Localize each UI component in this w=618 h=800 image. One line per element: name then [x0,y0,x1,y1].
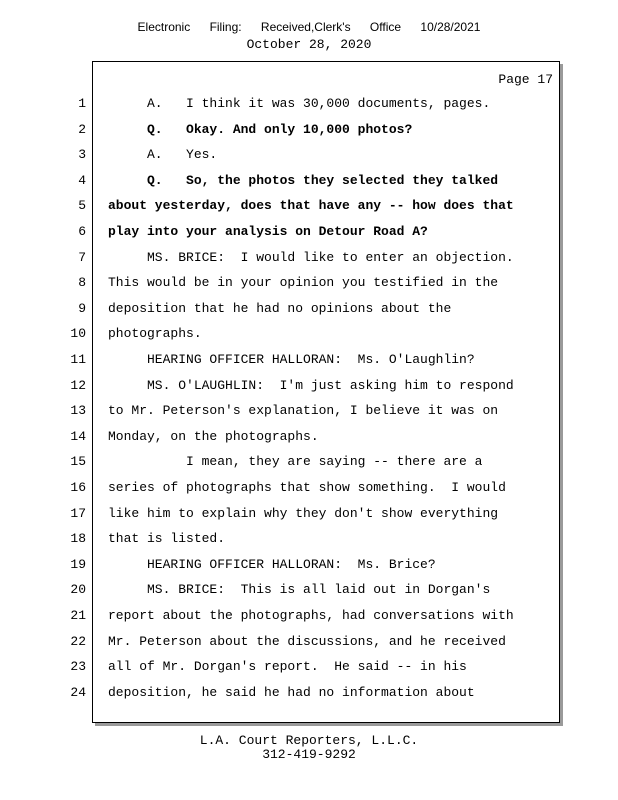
transcript-line: Q. So, the photos they selected they talked [108,172,499,188]
transcript-line: photographs. [108,326,202,342]
line-number: 5 [78,198,86,214]
transcript-line: Q. Okay. And only 10,000 photos? [108,121,413,137]
line-number: 2 [78,121,86,137]
transcript-line: like him to explain why they don't show everything [108,505,499,521]
line-number: 6 [78,224,86,239]
line-number: 9 [78,300,86,316]
transcript-line: about yesterday, does that have any -- how does that [108,198,514,214]
filing-stamp [0,20,618,34]
page-number: Page 17 [498,72,553,87]
line-number: 21 [70,608,86,623]
transcript-line: Monday, on the photographs. [108,428,319,444]
transcript-line: A. I think it was 30,000 documents, pages. [108,96,491,111]
footer-phone: 312-419-9292 [262,747,356,762]
line-number: 23 [70,659,86,675]
line-number: 12 [70,377,86,393]
transcript-line: deposition that he had no opinions about the [108,300,452,316]
transcript-line: A. Yes. [108,147,218,163]
line-number: 1 [78,96,86,111]
line-number: 22 [70,633,86,649]
line-number: 3 [78,147,86,163]
transcript-line: HEARING OFFICER HALLORAN: Ms. Brice? [108,556,436,572]
line-number: 10 [70,326,86,342]
stamp-filing: Filing: [209,20,242,34]
line-number: 16 [70,480,86,495]
transcript-line: MS. BRICE: This is all laid out in Dorgan's [108,582,491,598]
line-number: 17 [70,505,86,521]
stamp-office: Office [369,20,402,34]
line-number: 19 [70,556,86,572]
line-number: 13 [70,403,86,419]
stamp-received: Received,Clerk's [260,20,351,34]
transcript-date: October 28, 2020 [246,37,372,52]
footer-company: L.A. Court Reporters, L.L.C. [199,733,419,748]
transcript-line: report about the photographs, had conversations with [108,608,514,623]
transcript-line: deposition, he said he had no information about [108,684,475,700]
line-number: 15 [70,454,86,470]
line-number: 8 [78,275,86,291]
stamp-electronic: Electronic [137,20,191,34]
line-number: 24 [70,684,86,700]
line-number: 11 [70,352,86,367]
transcript-line: to Mr. Peterson's explanation, I believe it was on [108,403,499,419]
transcript-line: MS. BRICE: I would like to enter an objection. [108,249,514,265]
line-number: 4 [78,172,86,188]
line-number: 18 [70,531,86,547]
transcript-line: HEARING OFFICER HALLORAN: Ms. O'Laughlin? [108,352,475,367]
transcript-line: This would be in your opinion you testified in the [108,275,499,291]
transcript-line: MS. O'LAUGHLIN: I'm just asking him to respond [108,377,514,393]
transcript-line: Mr. Peterson about the discussions, and he received [108,633,506,649]
line-number: 14 [70,428,86,444]
line-number: 20 [70,582,86,598]
stamp-date: 10/28/2021 [420,20,481,34]
line-number: 7 [78,249,86,265]
transcript-line: I mean, they are saying -- there are a [108,454,483,470]
transcript-line: play into your analysis on Detour Road A? [108,224,428,239]
transcript-line: that is listed. [108,531,226,547]
transcript-line: all of Mr. Dorgan's report. He said -- in his [108,659,467,675]
transcript-line: series of photographs that show something. I would [108,480,506,495]
